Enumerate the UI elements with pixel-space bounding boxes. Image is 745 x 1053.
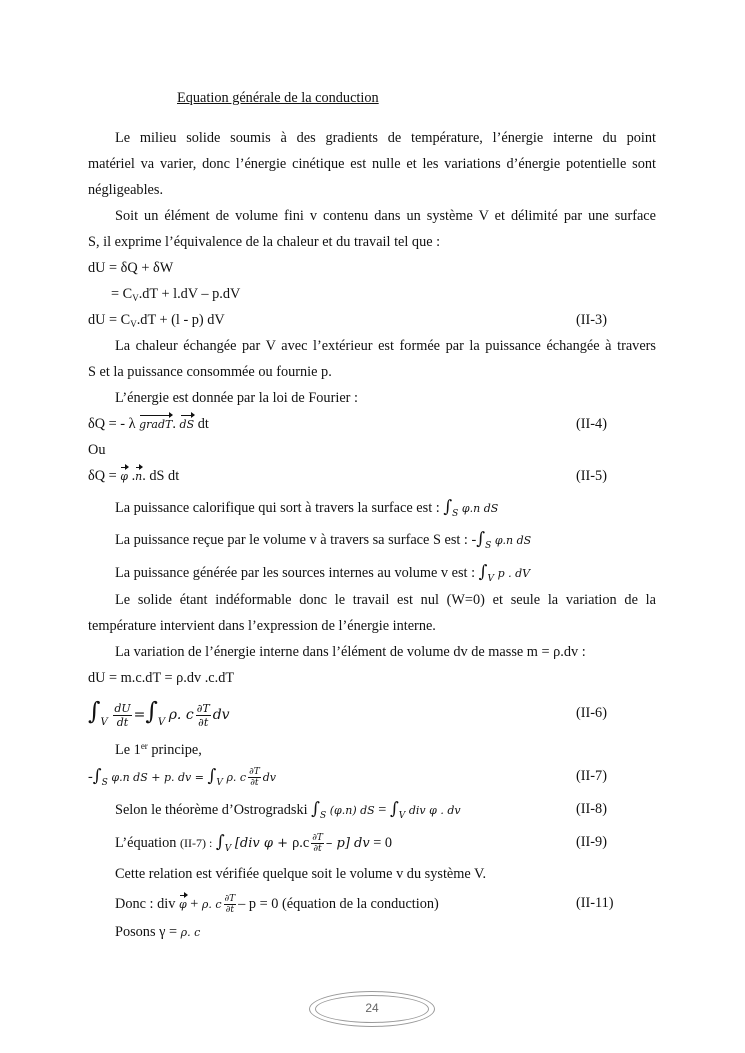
fraction-partial-t — [196, 702, 211, 729]
p10-sup: er — [140, 741, 148, 751]
eq6-dv: dv — [212, 707, 230, 723]
puissance-sortie — [115, 498, 498, 523]
eq5-dot: . — [131, 468, 136, 484]
paragraph-8-line-1: Le solide étant indéformable donc le travail est nul (W=0) et seule la variation de la — [115, 592, 656, 608]
paragraph-3-line-2: S et la puissance consommée ou fournie p. — [88, 364, 332, 380]
eq-du2-part-b: .dT + l.dV – p.dV — [138, 286, 241, 302]
integral-sign: ∫ — [311, 799, 320, 819]
fraction-partial-t — [224, 894, 237, 915]
integral-sign: ∫ — [88, 697, 101, 725]
eq11-part-a: Donc : div — [115, 895, 176, 912]
equation-du-2 — [111, 285, 240, 307]
p7-expr: p . dV — [497, 567, 531, 580]
equation-ii-6 — [88, 696, 230, 738]
paragraph-1-line-1: Le milieu solide soumis à des gradients de température, l’énergie interne du point — [115, 130, 656, 146]
paragraph-1-line-3: négligeables. — [88, 182, 164, 198]
fraction-denominator: ∂t — [198, 716, 209, 730]
eq8-text: Selon le théorème d’Ostrogradski — [115, 802, 308, 818]
p5-text: La puissance calorifique qui sort à travers la surface est : — [115, 500, 440, 516]
surface-vector: dS — [180, 416, 195, 434]
eq4-dot: . — [172, 416, 176, 432]
p5-sub: S — [452, 509, 459, 519]
equation-number-ii-5: (II-5) — [576, 468, 607, 484]
puissance-recue — [115, 530, 531, 555]
ou-text: Ou — [88, 442, 106, 458]
eq-du3-sub: V — [130, 319, 137, 329]
integral-sign: ∫ — [478, 562, 488, 582]
paragraph-4: L’énergie est donnée par la loi de Fourier : — [115, 390, 358, 406]
eq9-part-b: – p] dv — [325, 836, 370, 851]
eq9-sub: V — [224, 844, 232, 854]
equation-ii-4 — [88, 415, 209, 434]
integral-sign: ∫ — [145, 697, 158, 725]
paragraph-1-line-2: matériel va varier, donc l’énergie cinétique est nulle et les variations d’énergie potentielle sont — [88, 156, 656, 172]
eq11-plus: + — [190, 895, 199, 912]
p7-sub: V — [487, 574, 495, 584]
posons-expr: ρ. c — [180, 926, 201, 939]
page-number-badge — [309, 991, 435, 1027]
p6-expr: φ.n dS — [494, 534, 532, 547]
fraction-numerator: ∂T — [249, 767, 260, 778]
eq6-sub-2: V — [157, 717, 166, 728]
section-title: Equation générale de la conduction — [177, 90, 379, 106]
gradient-vector: gradT — [139, 416, 172, 434]
paragraph-8-line-2: température intervient dans l’expression de l’énergie interne. — [88, 618, 436, 634]
equation-number-ii-7: (II-7) — [576, 768, 607, 784]
flux-vector: φ — [179, 896, 187, 914]
fraction-denominator: ∂t — [250, 778, 259, 789]
equation-du-3 — [88, 311, 225, 333]
eq9-ref: (II-7) : — [180, 836, 213, 850]
normal-vector: n — [135, 468, 142, 486]
p7-text: La puissance générée par les sources internes au volume v est : — [115, 565, 476, 581]
fraction-denominator: ∂t — [313, 844, 322, 855]
eq11-rho-c: ρ. c — [201, 897, 222, 911]
eq8-sub: S — [320, 811, 327, 821]
equation-number-ii-11: (II-11) — [576, 895, 614, 911]
eq7-dv: dv — [262, 771, 277, 784]
eq11-part-c: – p = 0 (équation de la conduction) — [238, 895, 439, 912]
eq9-rho: ρ.c — [292, 835, 310, 851]
eq9-part-a: [div φ + — [234, 836, 293, 851]
paragraph-2-line-2: S, il exprime l’équivalence de la chaleur et du travail tel que : — [88, 234, 441, 250]
equation-du-1: dU = δQ + δW — [88, 260, 174, 276]
eq6-sub: V — [100, 717, 108, 728]
equation-number-ii-3: (II-3) — [576, 312, 607, 328]
eq7-sub-2: V — [216, 778, 223, 788]
fraction-denominator: ∂t — [225, 905, 234, 915]
equation-number-ii-9: (II-9) — [576, 834, 607, 850]
fraction-numerator: ∂T — [196, 702, 210, 716]
eq8-lhs: (φ.n) dS — [329, 804, 375, 817]
p6-sub: S — [485, 541, 492, 551]
eq4-lhs: δQ = - λ — [88, 416, 136, 432]
premier-principe — [115, 737, 202, 759]
eq8-rhs: div φ . dv — [408, 804, 461, 817]
integral-sign: ∫ — [476, 529, 486, 549]
paragraph-11: Cette relation est vérifiée quelque soit le volume v du système V. — [115, 866, 487, 882]
integral-sign: ∫ — [389, 799, 399, 819]
p5-expr: φ.n dS — [461, 502, 499, 515]
integral-sign: ∫ — [207, 766, 217, 786]
flux-vector: φ — [120, 468, 128, 486]
fraction-du-dt — [113, 702, 131, 729]
integral-sign: ∫ — [215, 832, 225, 852]
paragraph-3-line-1: La chaleur échangée par V avec l’extérieur est formée par la puissance échangée à travers — [115, 338, 656, 354]
p6-text: La puissance reçue par le volume v à travers sa surface S est : - — [115, 532, 477, 548]
eq5-rest: . dS dt — [142, 468, 180, 484]
eq9-text: L’équation — [115, 835, 177, 851]
eq8-equals: = — [378, 802, 387, 818]
integral-sign: ∫ — [92, 766, 102, 786]
fraction-numerator: ∂T — [224, 894, 236, 904]
eq7-rho-c: ρ. c — [226, 771, 247, 784]
integral-sign: ∫ — [443, 497, 453, 517]
p10-a: Le 1 — [115, 742, 141, 758]
equation-ii-7 — [88, 767, 276, 792]
equation-ii-8 — [115, 800, 461, 825]
eq-du2-sub: V — [132, 293, 139, 303]
fraction-numerator: dU — [114, 702, 131, 716]
p10-b: principe, — [147, 742, 202, 758]
posons-gamma — [115, 923, 200, 942]
page-number: 24 — [365, 1001, 379, 1015]
eq7-minus: - — [88, 769, 93, 785]
paragraph-2-line-1: Soit un élément de volume fini v contenu dans un système V et délimité par une surface — [115, 208, 656, 224]
equation-ii-9 — [115, 833, 392, 858]
eq-du2-part-a: = C — [111, 286, 133, 302]
equation-du-mc: dU = m.c.dT = ρ.dv .c.dT — [88, 670, 235, 686]
fraction-numerator: ∂T — [312, 833, 323, 844]
eq7-sub: S — [101, 778, 108, 788]
equation-number-ii-8: (II-8) — [576, 801, 607, 817]
eq5-lhs: δQ = — [88, 468, 117, 484]
eq6-equals: = — [133, 707, 146, 723]
equation-ii-5 — [88, 467, 179, 486]
eq-du3-part-b: .dT + (l - p) dV — [136, 312, 225, 328]
eq6-rho-c: ρ. c — [168, 707, 194, 723]
eq-du3-part-a: dU = C — [88, 312, 131, 328]
eq9-part-c: = 0 — [373, 835, 393, 851]
eq4-dt: dt — [197, 416, 209, 432]
eq7-lhs-expr: φ.n dS + p. dv = — [111, 771, 204, 784]
fraction-partial-t — [248, 767, 261, 788]
fraction-denominator: dt — [116, 716, 129, 730]
equation-ii-11 — [115, 894, 439, 915]
equation-number-ii-6: (II-6) — [576, 705, 607, 721]
paragraph-9: La variation de l’énergie interne dans l’élément de volume dv de masse m = ρ.dv : — [115, 644, 586, 660]
posons-text: Posons γ = — [115, 924, 178, 940]
eq8-sub-2: V — [398, 811, 406, 821]
fraction-partial-t — [311, 833, 324, 854]
puissance-generee — [115, 563, 530, 588]
equation-number-ii-4: (II-4) — [576, 416, 607, 432]
